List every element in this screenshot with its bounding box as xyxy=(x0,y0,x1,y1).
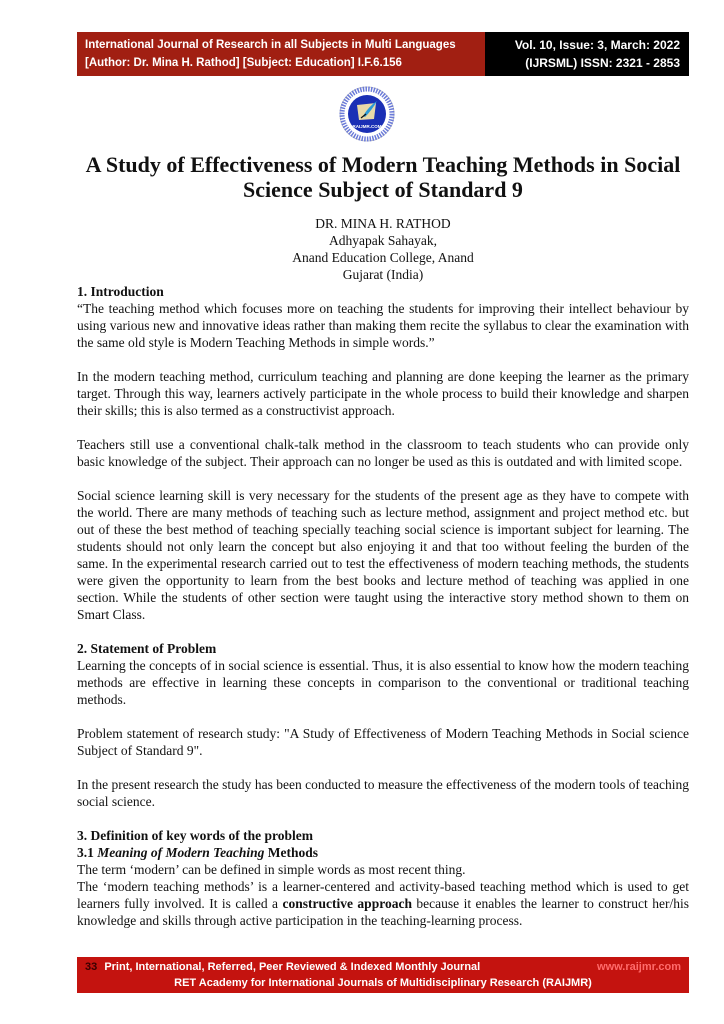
author-institution: Anand Education College, Anand xyxy=(292,250,474,265)
subsection-number: 3.1 xyxy=(77,845,98,860)
subsection-heading-3-1 xyxy=(77,844,689,861)
intro-paragraph-4: Social science learning skill is very necessary for the students of the present age as they have to compete with the world. There are many methods of teaching such as lecture method, assignment and project method etc. but out of these the best method of teaching specially teaching social science is important subject for learning. The students should not only learn the concept but also enjoying it and that too without feeling the burden of the same. In the experimental research carried out to test the effectiveness of modern teaching methods, the students were given the opportunity to learn from the best books and lecture method of teaching was applied in one section. While the students of other section were taught using the interactive story method shown to them on Smart Class. xyxy=(77,488,689,622)
section-heading-introduction: 1. Introduction xyxy=(77,284,164,299)
author-block xyxy=(77,215,689,283)
volume-issue: Vol. 10, Issue: 3, March: 2022 xyxy=(514,38,680,52)
intro-paragraph-3: Teachers still use a conventional chalk-talk method in the classroom to teach students who can provide only basic knowledge of the subject. Their approach can no longer be used as this is outdated and with limited scope. xyxy=(77,437,689,469)
author-designation: Adhyapak Sahayak, xyxy=(329,233,437,248)
footer-tagline: Print, International, Referred, Peer Reviewed & Indexed Monthly Journal xyxy=(104,961,481,973)
journal-footer xyxy=(77,957,689,993)
journal-name: International Journal of Research in all Subjects in Multi Languages xyxy=(85,39,456,51)
header-journal-info xyxy=(77,32,485,76)
section-heading-problem: 2. Statement of Problem xyxy=(77,641,217,656)
author-location: Gujarat (India) xyxy=(342,267,424,282)
author-subject-line: [Author: Dr. Mina H. Rathod] [Subject: Education] I.F.6.156 xyxy=(85,57,402,69)
journal-header xyxy=(77,32,689,76)
definition-p2-start: The ‘modern teaching methods’ is a learner-centered and activity-based teaching method which is used to get learners fully involved. It is called a xyxy=(77,879,689,911)
intro-paragraph-1: “The teaching method which focuses more on teaching the students for improving their intellect behaviour by using various new and innovative ideas rather than making them recite the syllabus to clear the examination with the same old style is Modern Teaching Methods in simple words.” xyxy=(77,301,689,350)
header-issue-info xyxy=(485,32,689,76)
definition-paragraph-2 xyxy=(77,878,689,929)
definition-p2-end: because it enables the learner to construct her/his knowledge and skills through active participation in the teaching-learning process. xyxy=(77,896,689,928)
problem-paragraph-2: Problem statement of research study: "A Study of Effectiveness of Modern Teaching Methods in Social science Subject of Standard 9". xyxy=(77,726,689,758)
section-heading-definitions: 3. Definition of key words of the problem xyxy=(77,828,313,843)
subsection-rest: Methods xyxy=(264,845,319,860)
issn: (IJRSML) ISSN: 2321 - 2853 xyxy=(525,56,680,70)
raijmr-logo-icon xyxy=(339,86,395,142)
definition-p2-bold: constructive approach xyxy=(282,896,412,911)
author-name: DR. MINA H. RATHOD xyxy=(315,216,451,231)
paper-title: A Study of Effectiveness of Modern Teaching Methods in Social Science Subject of Standard 9 xyxy=(85,152,681,202)
definition-paragraph-1: The term ‘modern’ can be defined in simple words as most recent thing. xyxy=(77,862,466,877)
problem-paragraph-3: In the present research the study has been conducted to measure the effectiveness of the modern tools of teaching social science. xyxy=(77,777,689,809)
footer-publisher: RET Academy for International Journals of Multidisciplinary Research (RAIJMR) xyxy=(174,977,592,989)
page-number: 33 xyxy=(85,961,98,973)
intro-paragraph-2: In the modern teaching method, curriculum teaching and planning are done keeping the learner as the primary target. Through this way, learners actively participate in the whole process to build their knowledge and sharpen their skills; this is also termed as a constructivist approach. xyxy=(77,369,689,418)
paper-body xyxy=(77,152,689,929)
problem-paragraph-1: Learning the concepts of in social science is essential. Thus, it is also essential to know how the modern teaching methods are effective in learning these concepts in comparison to the conventional or traditional teaching methods. xyxy=(77,658,689,707)
subsection-italic: Meaning of Modern Teaching xyxy=(97,845,265,860)
website-link[interactable]: www.raijmr.com xyxy=(597,961,681,973)
svg-text:RAIJMR.COM: RAIJMR.COM xyxy=(352,124,382,129)
